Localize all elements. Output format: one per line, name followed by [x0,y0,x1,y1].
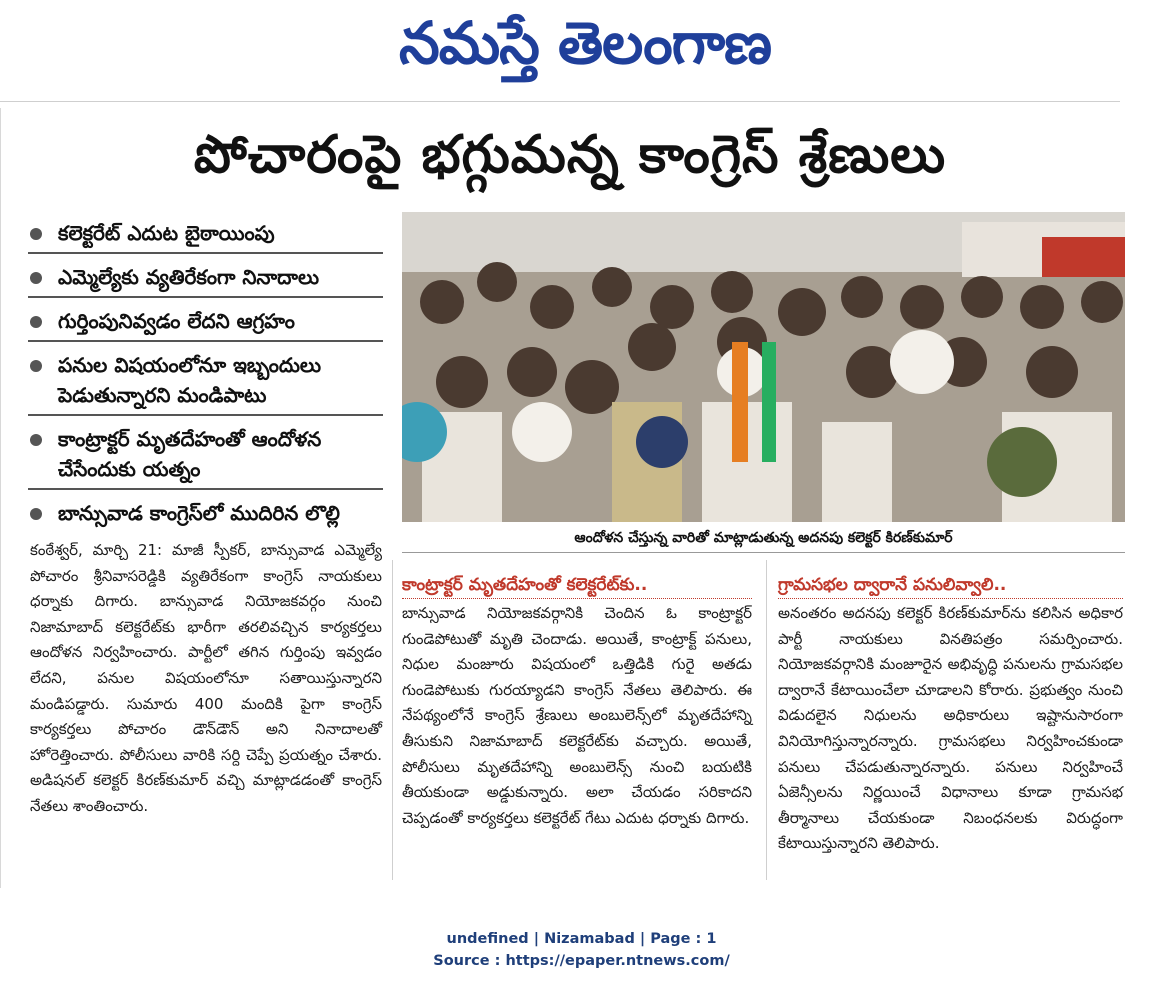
article-headline: పోచారంపై భగ్గుమన్న కాంగ్రెస్ శ్రేణులు [193,125,947,185]
bullet-item [28,306,383,342]
bullet-dot-icon [30,316,42,328]
crowd-photo-illustration [402,212,1125,522]
bullet-text: గుర్తింపునివ్వడం లేదని ఆగ్రహం [58,309,295,333]
page-footer [0,928,1163,972]
column-2-subheading: కాంట్రాక్టర్ మృతదేహంతో కలెక్టరేట్‌కు.. [402,572,752,599]
article-left-border [0,108,1,888]
bullet-item [28,218,383,254]
column-divider [766,560,767,880]
highlight-bullets [28,218,383,540]
bullet-dot-icon [30,272,42,284]
bullet-item [28,350,383,416]
bullet-item [28,262,383,298]
column-2-body: బాన్సువాడ నియోజకవర్గానికి చెందిన ఓ కాంట్రాక్టర్ గుండెపోటుతో మృతి చెందాడు. అయితే, కాంట్రాక్ట్ పనులు, నిధుల మంజూరు విషయంలో ఒత్తిడికి గురై అతడు గుండెపోటుకు గురయ్యాడని కాంగ్రెస్ నేతలు తెలిపారు. ఈ నేపథ్యంలోనే కాంగ్రెస్ శ్రేణులు అంబులెన్స్‌లో మృతదేహాన్ని తీసుకుని నిజామాబాద్ కలెక్టరేట్‌కు వచ్చారు. అయితే, పోలీసులు మృతదేహాన్ని అంబులెన్స్ నుంచి బయటికి తీయకుండా అడ్డుకున్నారు. అలా చేయడం సరికాదని చెప్పడంతో కార్యకర్తలు కలెక్టరేట్ గేటు ఎదుట ధర్నాకు దిగారు. [402,604,752,827]
column-3-body: అనంతరం అదనపు కలెక్టర్ కిరణ్‌కుమార్‌ను కలిసిన అధికార పార్టీ నాయకులు వినతిపత్రం సమర్పించారు. నియోజకవర్గానికి మంజూరైన అభివృద్ధి పనులను గ్రామసభల ద్వారానే కేటాయించేలా చూడాలని కోరారు. ప్రభుత్వం నుంచి విడుదలైన నిధులను అధికారులు ఇష్టానుసారంగా వినియోగిస్తున్నారన్నారు. గ్రామసభలు నిర్వహించకుండా పనులు చేపడుతున్నారన్నారు. పనులు నిర్వహించే ఏజెన్సీలను నిర్ణయించే విధానాలు కూడా గ్రామసభ తీర్మానాలు చేయకుండా నిబంధనలకు విరుద్ధంగా కేటాయిస్తున్నారని తెలిపారు. [778,604,1123,853]
caption-divider [402,552,1125,553]
bullet-dot-icon [30,360,42,372]
bullet-text: కాంట్రాక్టర్ మృతదేహంతో ఆందోళన చేసేందుకు యత్నం [58,427,322,481]
column-3-subheading: గ్రామసభల ద్వారానే పనులివ్వాలి.. [778,572,1123,599]
article-column-1: కంఠేశ్వర్, మార్చి 21: మాజీ స్పీకర్, బాన్సువాడ ఎమ్మెల్యే పోచారం శ్రీనివాసరెడ్డికి వ్యతిరేకంగా కాంగ్రెస్ నాయకులు ధర్నాకు దిగారు. బాన్సువాడ నియోజకవర్గం నుంచి నిజామాబాద్ కలెక్టరేట్‌కు భారీగా తరలివచ్చిన కార్యకర్తలు ఆందోళన నిర్వహించారు. పార్టీలో తగిన గుర్తింపు ఇవ్వడం లేదని, పనుల విషయంలోనూ సతాయిస్తున్నారని మండిపడ్డారు. సుమారు 400 మందికి పైగా కాంగ్రెస్ కార్యకర్తలు పోచారం డౌన్‌డౌన్ అని నినాదాలతో హోరెత్తించారు. పోలీసులు వారికి సర్ది చెప్పే ప్రయత్నం చేశారు. అడిషనల్ కలెక్టర్ కిరణ్‌కుమార్ వచ్చి మాట్లాడడంతో కాంగ్రెస్ నేతలు శాంతించారు. [30,541,382,815]
bullet-dot-icon [30,434,42,446]
masthead-divider [0,101,1120,102]
bullet-item [28,498,383,532]
article-column-2 [402,572,752,831]
bullet-dot-icon [30,508,42,520]
bullet-item [28,424,383,490]
newspaper-logo: నమస్తే తెలంగాణ [399,9,771,77]
bullet-dot-icon [30,228,42,240]
article-column-3 [778,572,1123,857]
footer-page-info: undefined | Nizamabad | Page : 1 [446,931,717,947]
footer-source-link[interactable]: Source : https://epaper.ntnews.com/ [433,953,730,969]
masthead [0,0,1163,100]
news-photo [402,212,1125,522]
bullet-text: బాన్సువాడ కాంగ్రెస్‌లో ముదిరిన లొల్లి [58,501,340,525]
photo-caption: ఆందోళన చేస్తున్న వారితో మాట్లాడుతున్న అదనపు కలెక్టర్ కిరణ్‌కుమార్ [574,530,953,546]
bullet-text: కలెక్టరేట్ ఎదుట బైఠాయింపు [58,221,275,245]
bullet-text: ఎమ్మెల్యేకు వ్యతిరేకంగా నినాదాలు [58,265,320,289]
bullet-text: పనుల విషయంలోనూ ఇబ్బందులు పెడుతున్నారని మండిపాటు [58,353,322,407]
column-divider [392,560,393,880]
